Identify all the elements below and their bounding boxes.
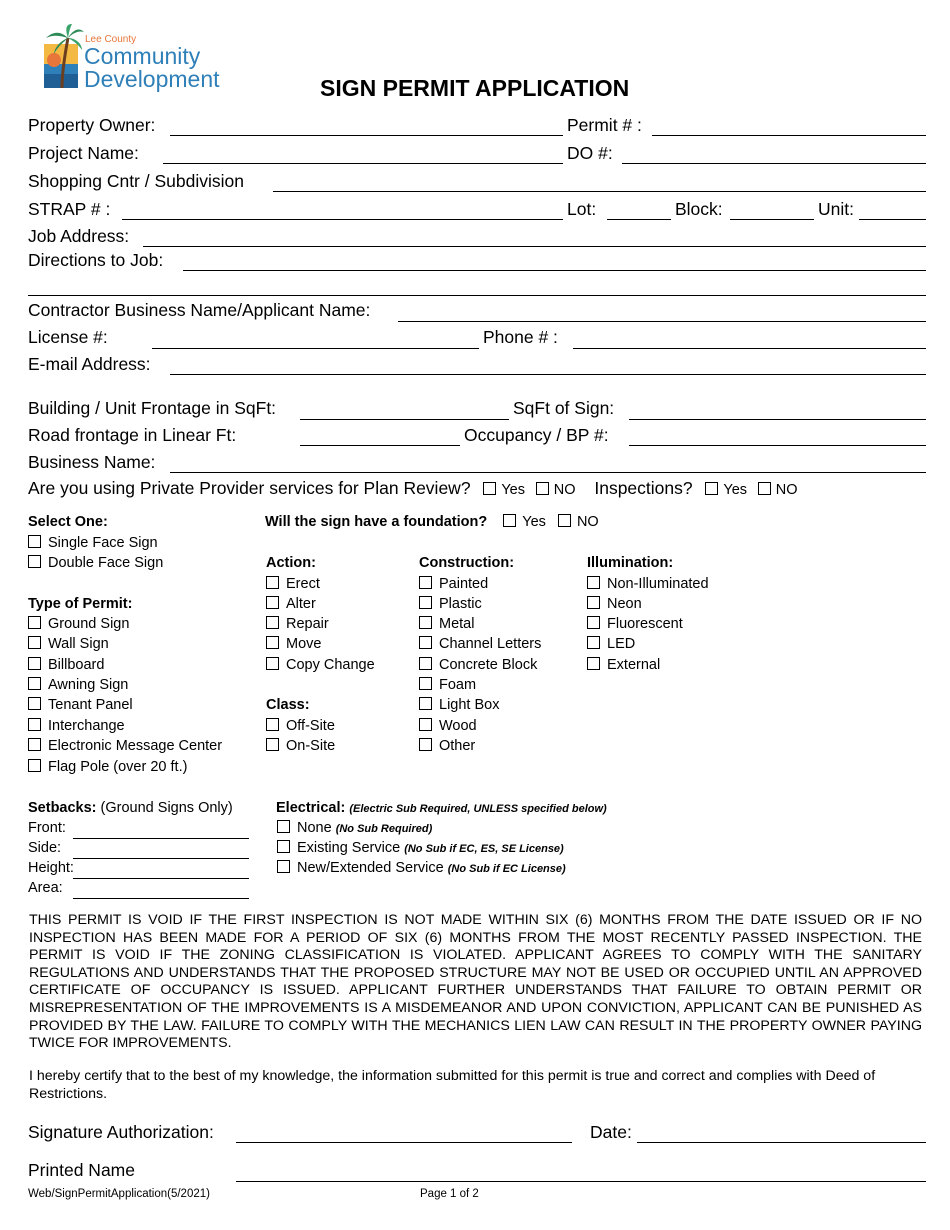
sqft-sign-label: SqFt of Sign:	[513, 398, 615, 418]
inspections-yes-label: Yes	[723, 482, 748, 498]
external-label: External	[607, 657, 661, 673]
option-channel-letters[interactable]	[419, 636, 541, 653]
printed-name-label: Printed Name	[28, 1160, 135, 1180]
awning-sign-label: Awning Sign	[48, 677, 129, 693]
job-address-field[interactable]	[143, 246, 926, 247]
option-wall-sign[interactable]	[28, 636, 109, 653]
shopping-center-label: Shopping Cntr / Subdivision	[28, 171, 244, 191]
option-billboard[interactable]	[28, 657, 104, 674]
setback-side-label: Side:	[28, 840, 62, 856]
setbacks-title: Setbacks:	[28, 800, 97, 816]
option-metal[interactable]	[419, 616, 474, 633]
double-face-label: Double Face Sign	[48, 555, 164, 571]
contractor-field[interactable]	[398, 321, 926, 322]
private-provider-row	[28, 478, 798, 500]
action-heading: Action:	[266, 555, 316, 571]
electrical-none-label: None	[297, 820, 332, 836]
certification-text: I hereby certify that to the best of my knowledge, the information submitted for this permit is true and correct and complies with Deed of Restrictions.	[29, 1068, 876, 1102]
option-electrical-new[interactable]	[277, 860, 566, 878]
wood-checkbox[interactable]	[419, 718, 432, 731]
inspections-label: Inspections?	[594, 478, 693, 498]
option-electrical-none[interactable]	[277, 820, 432, 838]
plan-review-yes-checkbox[interactable]	[483, 482, 496, 495]
copy-change-label: Copy Change	[286, 657, 375, 673]
light-box-label: Light Box	[439, 697, 500, 713]
setback-front-label: Front:	[28, 820, 66, 836]
light-box-checkbox[interactable]	[419, 697, 432, 710]
occupancy-label: Occupancy / BP #:	[464, 425, 609, 445]
flag-pole-checkbox[interactable]	[28, 759, 41, 772]
neon-label: Neon	[607, 596, 642, 612]
awning-sign-checkbox[interactable]	[28, 677, 41, 690]
foundation-question: Will the sign have a foundation?	[265, 514, 488, 530]
do-no-field[interactable]	[622, 163, 926, 164]
plan-review-no-checkbox[interactable]	[536, 482, 549, 495]
directions-field-2[interactable]	[28, 295, 926, 296]
printed-name-field[interactable]	[236, 1181, 926, 1182]
private-provider-question: Are you using Private Provider services for Plan Review?	[28, 478, 471, 498]
block-field[interactable]	[730, 219, 814, 220]
setback-area-label: Area:	[28, 880, 63, 896]
non-illuminated-checkbox[interactable]	[587, 576, 600, 589]
phone-field[interactable]	[573, 348, 926, 349]
off-site-label: Off-Site	[286, 718, 335, 734]
construction-heading: Construction:	[419, 555, 515, 571]
wall-sign-checkbox[interactable]	[28, 636, 41, 649]
building-frontage-label: Building / Unit Frontage in SqFt:	[28, 398, 277, 418]
road-frontage-field[interactable]	[300, 445, 460, 446]
option-plastic[interactable]	[419, 596, 482, 613]
sqft-sign-field[interactable]	[629, 419, 926, 420]
repair-label: Repair	[286, 616, 329, 632]
ground-sign-label: Ground Sign	[48, 616, 130, 632]
ground-sign-checkbox[interactable]	[28, 616, 41, 629]
option-tenant-panel[interactable]	[28, 697, 133, 714]
job-address-label: Job Address:	[28, 226, 130, 246]
date-label: Date:	[590, 1122, 632, 1142]
illumination-heading: Illumination:	[587, 555, 674, 571]
setbacks-heading	[28, 800, 233, 817]
electronic-message-center-label: Electronic Message Center	[48, 738, 223, 754]
billboard-checkbox[interactable]	[28, 657, 41, 670]
on-site-label: On-Site	[286, 738, 336, 754]
electrical-new-note: (No Sub if EC License)	[447, 863, 566, 875]
building-frontage-field[interactable]	[300, 419, 509, 420]
option-electronic-message-center[interactable]	[28, 738, 222, 755]
billboard-label: Billboard	[48, 657, 105, 673]
inspections-no-label: NO	[775, 482, 798, 498]
tenant-panel-checkbox[interactable]	[28, 697, 41, 710]
occupancy-field[interactable]	[629, 445, 926, 446]
move-checkbox[interactable]	[266, 636, 279, 649]
electrical-none-checkbox[interactable]	[277, 820, 290, 833]
foundation-yes-checkbox[interactable]	[503, 514, 516, 527]
strap-field[interactable]	[122, 219, 563, 220]
double-face-checkbox[interactable]	[28, 555, 41, 568]
project-name-field[interactable]	[163, 163, 563, 164]
concrete-block-checkbox[interactable]	[419, 657, 432, 670]
electrical-title: Electrical:	[276, 800, 346, 816]
setback-front-field[interactable]	[73, 838, 249, 839]
option-other[interactable]	[419, 738, 475, 755]
license-field[interactable]	[152, 348, 479, 349]
option-copy-change[interactable]	[266, 657, 375, 674]
option-move[interactable]	[266, 636, 321, 653]
foundation-no-checkbox[interactable]	[558, 514, 571, 527]
option-wood[interactable]	[419, 718, 477, 735]
single-face-checkbox[interactable]	[28, 535, 41, 548]
date-field[interactable]	[637, 1142, 926, 1143]
option-alter[interactable]	[266, 596, 316, 613]
alter-label: Alter	[286, 596, 316, 612]
neon-checkbox[interactable]	[587, 596, 600, 609]
interchange-checkbox[interactable]	[28, 718, 41, 731]
led-label: LED	[607, 636, 636, 652]
plan-review-yes-label: Yes	[501, 482, 525, 498]
non-illuminated-label: Non-Illuminated	[607, 576, 709, 592]
page-title: SIGN PERMIT APPLICATION	[320, 75, 630, 101]
road-frontage-label: Road frontage in Linear Ft:	[28, 425, 237, 445]
channel-letters-checkbox[interactable]	[419, 636, 432, 649]
plastic-label: Plastic	[439, 596, 482, 612]
alter-checkbox[interactable]	[266, 596, 279, 609]
disclaimer-text: THIS PERMIT IS VOID IF THE FIRST INSPECTION IS NOT MADE WITHIN SIX (6) MONTHS FROM THE DATE ISSUED OR IF NO INSPECTION HAS BEEN MADE FOR A PERIOD OF SIX (6) MONTHS FROM THE MOST RECENTLY PASSED INSPECTION. THE PERMIT IS VOID IF THE ZONING CLASSIFICATION IS VIOLATED. APPLICANT AGREES TO COMPLY WITH THE SANITARY REGULATIONS AND UNDERSTANDS THAT THE PROPOSED STRUCTURE MAY NOT BE USED OR OCCUPIED UNTIL AN APPROVED CERTIFICATE OF OCCUPANCY IS ISSUED. APPLICANT FURTHER UNDERSTANDS THAT FAILURE TO OBTAIN PERMIT OR MISREPRESENTATION OF THE IMPROVEMENTS IS A MISDEMEANOR AND UPON CONVICTION, APPLICANT CAN BE PUNISHED AS PROVIDED BY THE LAW. FAILURE TO COMPLY WITH THE MECHANICS LIEN LAW CAN RESULT IN THE PROPERTY OWNER PAYING TWICE FOR IMPROVEMENTS.	[29, 912, 922, 1052]
page-number: Page 1 of 2	[420, 1188, 479, 1200]
block-label: Block:	[675, 199, 723, 219]
metal-label: Metal	[439, 616, 475, 632]
setback-height-label: Height:	[28, 860, 74, 876]
plan-review-no-label: NO	[553, 482, 576, 498]
palm-tree-logo-icon	[40, 24, 84, 90]
option-repair[interactable]	[266, 616, 329, 633]
other-checkbox[interactable]	[419, 738, 432, 751]
option-on-site[interactable]	[266, 738, 335, 755]
form-id: Web/SignPermitApplication(5/2021)	[28, 1188, 210, 1200]
interchange-label: Interchange	[48, 718, 125, 734]
external-checkbox[interactable]	[587, 657, 600, 670]
copy-change-checkbox[interactable]	[266, 657, 279, 670]
tenant-panel-label: Tenant Panel	[48, 697, 133, 713]
logo-county: Lee County	[85, 34, 137, 45]
option-awning-sign[interactable]	[28, 677, 128, 694]
do-no-label: DO #:	[567, 143, 613, 163]
shopping-center-field[interactable]	[273, 191, 926, 192]
email-label: E-mail Address:	[28, 354, 151, 374]
electronic-message-center-checkbox[interactable]	[28, 738, 41, 751]
property-owner-label: Property Owner:	[28, 115, 156, 135]
signature-label: Signature Authorization:	[28, 1122, 214, 1142]
option-non-illuminated[interactable]	[587, 576, 709, 593]
option-interchange[interactable]	[28, 718, 125, 735]
property-owner-field[interactable]	[170, 135, 563, 136]
wall-sign-label: Wall Sign	[48, 636, 109, 652]
setback-area-field[interactable]	[73, 898, 249, 899]
electrical-new-checkbox[interactable]	[277, 860, 290, 873]
option-electrical-existing[interactable]	[277, 840, 564, 858]
foundation-row	[265, 514, 599, 531]
erect-label: Erect	[286, 576, 320, 592]
option-foam[interactable]	[419, 677, 476, 694]
email-field[interactable]	[170, 374, 926, 375]
setback-height-field[interactable]	[73, 878, 249, 879]
electrical-new-label: New/Extended Service	[297, 860, 444, 876]
repair-checkbox[interactable]	[266, 616, 279, 629]
type-of-permit-heading: Type of Permit:	[28, 596, 133, 612]
logo-line2: Development	[84, 66, 220, 92]
wood-label: Wood	[439, 718, 477, 734]
directions-label: Directions to Job:	[28, 250, 164, 270]
directions-field[interactable]	[183, 270, 926, 271]
foam-label: Foam	[439, 677, 477, 693]
option-off-site[interactable]	[266, 718, 335, 735]
led-checkbox[interactable]	[587, 636, 600, 649]
lot-field[interactable]	[607, 219, 671, 220]
option-ground-sign[interactable]	[28, 616, 129, 633]
project-name-label: Project Name:	[28, 143, 139, 163]
inspections-yes-checkbox[interactable]	[705, 482, 718, 495]
electrical-existing-note: (No Sub if EC, ES, SE License)	[404, 843, 564, 855]
select-one-heading: Select One:	[28, 514, 108, 530]
concrete-block-label: Concrete Block	[439, 657, 538, 673]
flag-pole-label: Flag Pole (over 20 ft.)	[48, 759, 188, 775]
logo	[40, 24, 240, 94]
electrical-existing-checkbox[interactable]	[277, 840, 290, 853]
inspections-no-checkbox[interactable]	[758, 482, 771, 495]
setbacks-note: (Ground Signs Only)	[100, 800, 233, 816]
permit-no-label: Permit # :	[567, 115, 642, 135]
move-label: Move	[286, 636, 322, 652]
option-flag-pole[interactable]	[28, 759, 187, 776]
foam-checkbox[interactable]	[419, 677, 432, 690]
option-external[interactable]	[587, 657, 660, 674]
electrical-heading	[276, 800, 607, 818]
contractor-label: Contractor Business Name/Applicant Name:	[28, 300, 371, 320]
option-neon[interactable]	[587, 596, 642, 613]
channel-letters-label: Channel Letters	[439, 636, 542, 652]
off-site-checkbox[interactable]	[266, 718, 279, 731]
plastic-checkbox[interactable]	[419, 596, 432, 609]
setback-side-field[interactable]	[73, 858, 249, 859]
option-concrete-block[interactable]	[419, 657, 537, 674]
option-light-box[interactable]	[419, 697, 499, 714]
single-face-label: Single Face Sign	[48, 535, 158, 551]
electrical-note: (Electric Sub Required, UNLESS specified below)	[349, 803, 607, 815]
permit-no-field[interactable]	[652, 135, 926, 136]
license-label: License #:	[28, 327, 108, 347]
option-fluorescent[interactable]	[587, 616, 683, 633]
unit-field[interactable]	[859, 219, 926, 220]
option-double-face[interactable]	[28, 555, 163, 572]
fluorescent-label: Fluorescent	[607, 616, 683, 632]
electrical-none-note: (No Sub Required)	[335, 823, 433, 835]
business-name-field[interactable]	[170, 472, 926, 473]
metal-checkbox[interactable]	[419, 616, 432, 629]
on-site-checkbox[interactable]	[266, 738, 279, 751]
painted-checkbox[interactable]	[419, 576, 432, 589]
option-erect[interactable]	[266, 576, 320, 593]
phone-label: Phone # :	[483, 327, 558, 347]
painted-label: Painted	[439, 576, 489, 592]
class-heading: Class:	[266, 697, 310, 713]
logo-line1: Community	[84, 43, 201, 69]
option-single-face[interactable]	[28, 535, 158, 552]
signature-field[interactable]	[236, 1142, 572, 1143]
business-name-label: Business Name:	[28, 452, 156, 472]
option-painted[interactable]	[419, 576, 488, 593]
lot-label: Lot:	[567, 199, 597, 219]
foundation-no-label: NO	[576, 514, 599, 530]
unit-label: Unit:	[818, 199, 854, 219]
other-label: Other	[439, 738, 476, 754]
foundation-yes-label: Yes	[522, 514, 546, 530]
strap-label: STRAP # :	[28, 199, 111, 219]
fluorescent-checkbox[interactable]	[587, 616, 600, 629]
option-led[interactable]	[587, 636, 635, 653]
erect-checkbox[interactable]	[266, 576, 279, 589]
electrical-existing-label: Existing Service	[297, 840, 401, 856]
